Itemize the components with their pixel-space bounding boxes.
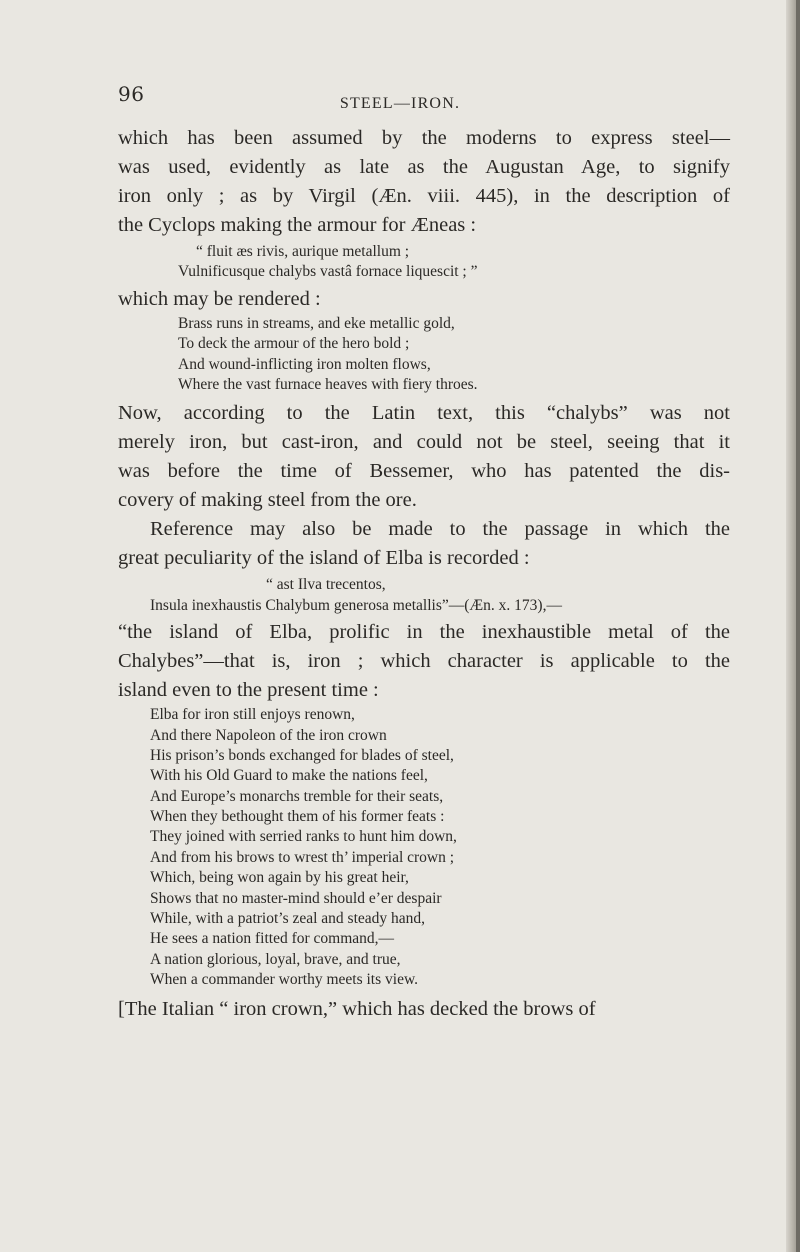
verse-line: To deck the armour of the hero bold ; <box>178 335 410 353</box>
text-line: iron only ; as by Virgil (Æn. viii. 445), in the description of <box>118 185 730 207</box>
poem-line: With his Old Guard to make the nations feel, <box>150 767 428 785</box>
poem-line: And from his brows to wrest th’ imperial crown ; <box>150 848 455 866</box>
page-edge <box>786 0 800 1252</box>
poem-line: When a commander worthy meets its view. <box>150 971 419 989</box>
text-line: Chalybes”—that is, iron ; which character is applicable to the <box>118 650 730 673</box>
poem-line: They joined with serried ranks to hunt him down, <box>150 828 457 846</box>
verse-line: Where the vast furnace heaves with fiery throes. <box>178 375 478 393</box>
poem <box>118 705 730 990</box>
text-line: the Cyclops making the armour for Æneas : <box>118 214 477 236</box>
poem-line: And Europe’s monarchs tremble for their seats, <box>150 787 444 805</box>
text-line: was before the time of Bessemer, who has patented the dis- <box>118 460 730 483</box>
paragraph <box>118 399 730 515</box>
text-line: Reference may also be made to the passage in which the <box>150 518 730 541</box>
text-line: island even to the present time : <box>118 679 379 702</box>
poem-line: While, with a patriot’s zeal and steady hand, <box>150 910 426 928</box>
quote-line: “ fluit æs rivis, aurique metallum ; <box>196 243 410 260</box>
poem-line: And there Napoleon of the iron crown <box>150 726 387 744</box>
running-head: STEEL—IRON. <box>339 95 461 112</box>
text-line: merely iron, but cast-iron, and could not be steel, seeing that it <box>118 431 730 454</box>
text-line: Now, according to the Latin text, this “chalybs” was not <box>118 402 730 425</box>
text-line: great peculiarity of the island of Elba is recorded : <box>118 547 530 570</box>
verse-line: And wound-inflicting iron molten flows, <box>178 355 431 373</box>
quote-line: Insula inexhaustis Chalybum generosa metallis”—(Æn. x. 173),— <box>150 596 562 614</box>
poem-line: A nation glorious, loyal, brave, and true, <box>150 950 401 968</box>
verse-translation <box>118 314 730 396</box>
paragraph <box>118 124 730 240</box>
latin-quote <box>118 242 730 283</box>
body-text <box>118 124 730 1024</box>
verse-line: Brass runs in streams, and eke metallic gold, <box>178 314 455 332</box>
poem-line: Shows that no master-mind should e’er despair <box>150 889 442 907</box>
quote-line: “ ast Ilva trecentos, <box>266 576 386 594</box>
quote-line: Vulnificusque chalybs vastâ fornace liquescit ; ” <box>178 263 478 281</box>
latin-quote <box>118 575 730 616</box>
poem-line: Elba for iron still enjoys renown, <box>150 706 355 724</box>
text-line: “the island of Elba, prolific in the inexhaustible metal of the <box>118 621 730 644</box>
poem-line: When they bethought them of his former feats : <box>150 808 445 826</box>
poem-line: Which, being won again by his great heir, <box>150 869 409 887</box>
text-line: which has been assumed by the moderns to express steel— <box>118 127 730 149</box>
page-number: 96 <box>118 82 145 106</box>
text-line: which may be rendered : <box>118 287 321 310</box>
text-line: covery of making steel from the ore. <box>118 489 417 512</box>
paragraph <box>118 515 730 573</box>
poem-line: His prison’s bonds exchanged for blades of steel, <box>150 746 454 764</box>
paragraph <box>118 618 730 705</box>
text-line: [The Italian “ iron crown,” which has decked the brows of <box>118 997 596 1020</box>
poem-line: He sees a nation fitted for command,— <box>150 930 395 948</box>
text-line: was used, evidently as late as the Augustan Age, to signify <box>118 156 730 178</box>
